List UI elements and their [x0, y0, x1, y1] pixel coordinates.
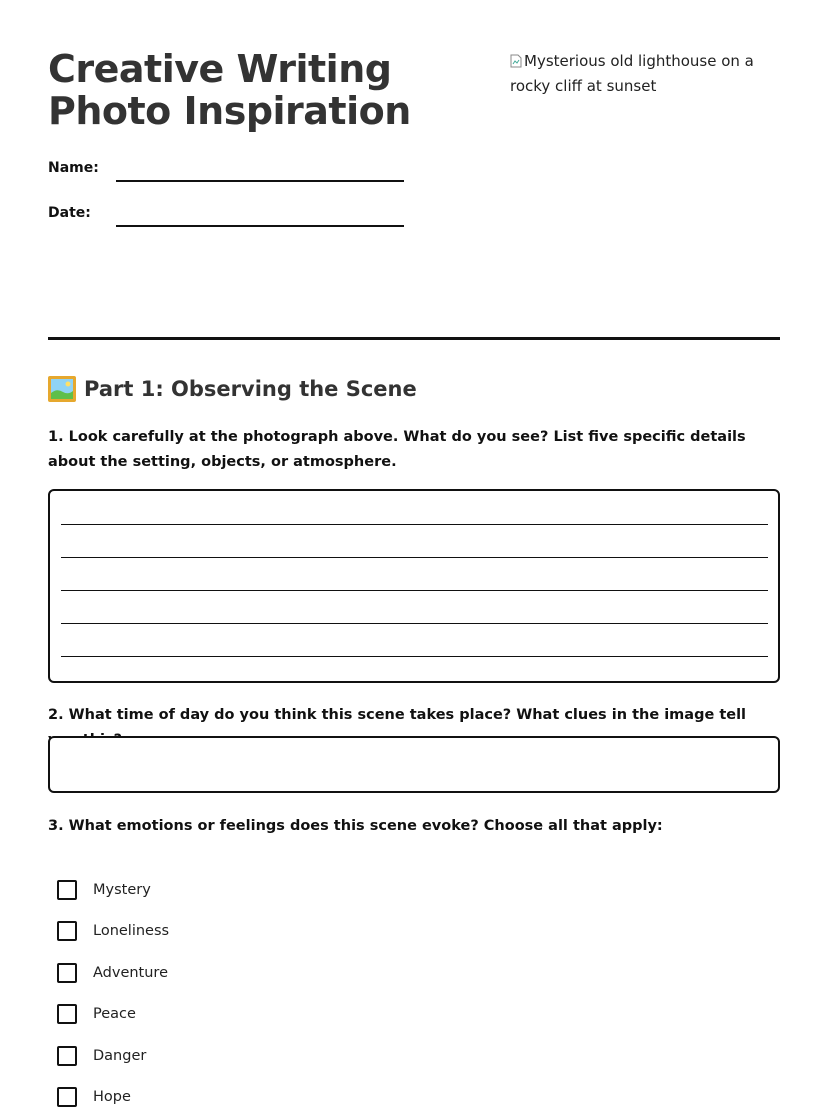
- emotion-option-loneliness[interactable]: [57, 918, 169, 944]
- writing-line: [61, 590, 768, 591]
- answer-box-q2[interactable]: [48, 736, 780, 793]
- date-input-line[interactable]: [116, 225, 404, 227]
- name-input-line[interactable]: [116, 180, 404, 182]
- worksheet-title: Creative Writing Photo Inspiration: [48, 47, 411, 133]
- question-3: 3. What emotions or feelings does this scene evoke? Choose all that apply:: [48, 818, 663, 834]
- checkbox[interactable]: [57, 1046, 77, 1066]
- checkbox[interactable]: [57, 963, 77, 983]
- date-label: Date:: [48, 205, 91, 221]
- answer-box-q1[interactable]: [48, 489, 780, 683]
- emotion-option-hope[interactable]: [57, 1084, 131, 1110]
- part1-heading: [48, 372, 417, 406]
- name-label: Name:: [48, 160, 99, 176]
- checkbox-label: Hope: [93, 1089, 131, 1105]
- checkbox-label: Peace: [93, 1006, 136, 1022]
- emotion-option-mystery[interactable]: [57, 877, 151, 903]
- checkbox[interactable]: [57, 1004, 77, 1024]
- writing-line: [61, 524, 768, 525]
- checkbox-label: Danger: [93, 1048, 147, 1064]
- emotion-option-danger[interactable]: [57, 1043, 146, 1069]
- writing-line: [61, 656, 768, 657]
- inspiration-photo: [510, 49, 795, 99]
- photo-alt-text: Mysterious old lighthouse on a rocky cliff at sunset: [510, 52, 754, 95]
- checkbox-label: Adventure: [93, 965, 168, 981]
- framed-picture-icon: [48, 375, 76, 403]
- checkbox[interactable]: [57, 880, 77, 900]
- question-2: 2. What time of day do you think this scene takes place? What clues in the image tell: [48, 707, 747, 723]
- emotion-option-adventure[interactable]: [57, 960, 168, 986]
- checkbox[interactable]: [57, 1087, 77, 1107]
- section-divider: [48, 337, 780, 340]
- writing-line: [61, 623, 768, 624]
- emotion-option-peace[interactable]: [57, 1001, 136, 1027]
- part1-title: Part 1: Observing the Scene: [84, 377, 417, 401]
- checkbox[interactable]: [57, 921, 77, 941]
- checkbox-label: Mystery: [93, 882, 151, 898]
- date-field: [48, 205, 408, 235]
- checkbox-label: Loneliness: [93, 923, 170, 939]
- name-field: [48, 160, 408, 190]
- writing-line: [61, 557, 768, 558]
- question-1: 1. Look carefully at the photograph above. What do you see? List five specific details about the setting, objects, or atmosphere.: [48, 429, 746, 470]
- broken-image-icon: [510, 54, 522, 68]
